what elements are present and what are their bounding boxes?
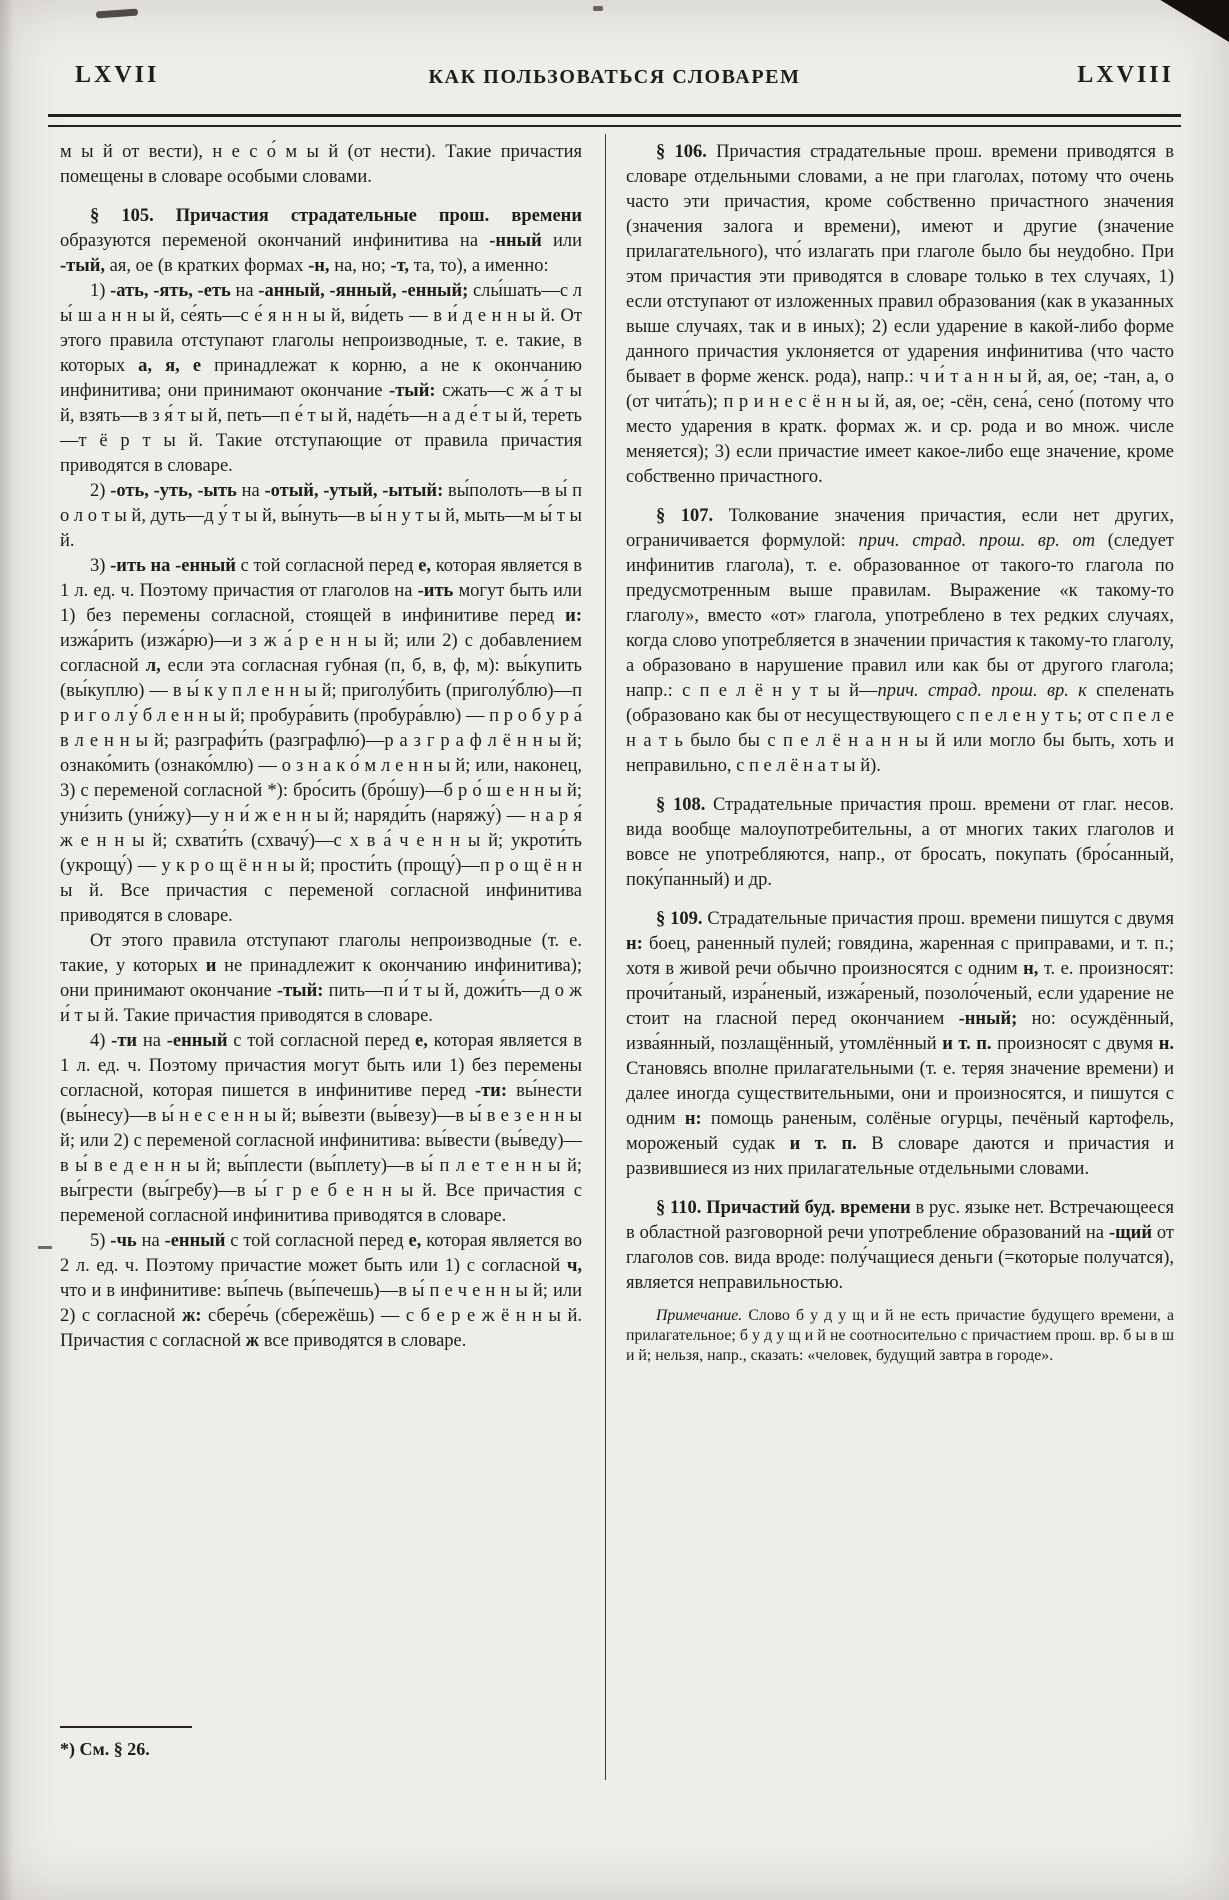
scan-artifact-dash: [38, 1246, 52, 1249]
footnote-text: [60, 1737, 582, 1762]
text-run: ая, ое (в кратких формах: [104, 256, 309, 276]
text-run: § 107.: [656, 506, 714, 526]
text-run: от глаголов сов. вида вроде: полу́чащиеся деньги (=которые получатся), является неправильностью.: [626, 1223, 1174, 1293]
text-run: 5): [90, 1231, 111, 1251]
page-title: КАК ПОЛЬЗОВАТЬСЯ СЛОВАРЕМ: [428, 66, 801, 88]
page-edge-shade: [0, 0, 14, 1900]
text-run: § 110. Причастий буд. времени: [656, 1198, 911, 1218]
paragraph: [60, 1229, 582, 1354]
page-header: [55, 62, 1174, 102]
text-run: в рус. языке нет. Встречающееся в областной разговорной речи употребление образований на: [626, 1198, 1174, 1243]
paragraph: [60, 479, 582, 554]
paragraph: [60, 929, 582, 1029]
text-run: вы́полоть—в ы́ п о л о т ы й, дуть—д у́ т ы й, вы́нуть—в ы́ н у т ы й, мыть—м ы́ т ы й.: [60, 481, 582, 551]
page-number-right: LXVIII: [1077, 62, 1174, 88]
text-run: изжа́рить (изжа́рю)—и з ж а́ р е н н ы й; или 2) с добавлением согласной: [60, 631, 582, 676]
text-run: н,: [1023, 959, 1039, 979]
paragraph: [626, 504, 1174, 779]
text-run: -нный: [489, 231, 542, 251]
text-run: н:: [626, 934, 643, 954]
scan-artifact-smudge: [96, 9, 138, 19]
text-run: -щий: [1108, 1223, 1153, 1243]
text-run: -енный: [164, 1231, 226, 1251]
text-run: прич. страд. прош. вр. к: [877, 681, 1087, 701]
text-run: которая является во 2 л. ед. ч. Поэтому причастие может быть или 1) с согласной: [60, 1231, 582, 1276]
text-run: не принадлежит к окончанию инфинитива); они принимают окончание: [60, 956, 582, 1001]
footnote-rule: [60, 1726, 192, 1728]
scan-artifact-speck: [593, 6, 603, 11]
text-run: а, я, е: [138, 356, 202, 376]
text-run: сбере́чь (сбережёшь) — с б е р е ж ё н н ы й. Причастия с согласной: [60, 1306, 582, 1351]
paragraph: [626, 907, 1174, 1182]
text-run: Страдательные причастия прош. времени пишутся с двумя: [702, 909, 1174, 929]
footnote: [60, 1726, 582, 1762]
text-run: -ать, -ять, -еть: [110, 281, 231, 301]
text-run: образуются переменой окончаний инфинитива на: [60, 231, 490, 251]
text-run: Причастия страдательные прош. времени приводятся в словаре отдельными словами, а не при глаголах, потому что очень часто эти причастия, кроме собственно причастного значения (значения залога и времени), имеют и другие (значение прилагательного), что́ излагать при глаголе было бы неудобно. При этом причастия эти приводятся в словаре только в тех случаях, 1) если отступают от изложенных правил образования (как в указанных выше случаях, так и в иных); 2) если ударение в какой-либо форме данного причастия уклоняется от ударения инфинитива (что часто бывает в форме женск. рода), напр.: ч и́ т а н н ы й, ая, ое; -тан, а, о (от чита́ть); п р и н е с ё н н ы й, ая, ое; -сён, сена́, сено́ (потому что место ударения в кратк. формах ж. и ср. рода и во множ. числе меняется); 3) если причастие имеет какое-либо еще значение, кроме собственно причастного.: [626, 142, 1174, 487]
text-run: л,: [145, 656, 161, 676]
text-run: и т. п.: [942, 1034, 992, 1054]
text-run: е,: [415, 1031, 428, 1051]
text-run: Толкование значения причастия, если нет других, ограничивается формулой:: [626, 506, 1174, 551]
text-run: вы́нести (вы́несу)—в ы́ н е с е н н ы й; вы́везти (вы́везу)—в ы́ в е з е н н ы й; или 2) с переменой согласной инфинитива: вы́вести (вы́веду)— в ы́ в е д е н н ы й; вы́плести (вы́плету)—в ы́ п л е т е н н ы й; вы́грести (вы́гребу)—в ы́ г р е б е н н ы й. Все причастия с переменой согласной инфинитива приводятся в словаре.: [60, 1081, 582, 1226]
text-run: которая является в 1 л. ед. ч. Поэтому причастия от глаголов на: [60, 556, 582, 601]
text-run: -н,: [308, 256, 330, 276]
text-run: т. е. произносят: прочи́таный, изра́неный, изжа́реный, позоло́ченый, если ударение не стоит на гласной перед окончанием: [626, 959, 1174, 1029]
text-run: спеленать (образовано как бы от несуществующего с п е л е н у т ь; от с п е л е н а т ь было бы с п е л ё н а н н ы й или могло бы быть, хоть и неправильно, с п е л ё н а т ы й).: [626, 681, 1175, 776]
text-run: е,: [408, 1231, 422, 1251]
text-run: или: [541, 231, 582, 251]
text-run: -тый,: [60, 256, 105, 276]
text-run: прич. страд. прош. вр. от: [858, 531, 1096, 551]
right-column: [626, 140, 1174, 1366]
paragraph: [626, 1306, 1174, 1366]
text-run: От этого правила отступают глаголы непроизводные (т. е. такие, у которых: [60, 931, 582, 976]
text-run: с той согласной перед: [235, 556, 419, 576]
text-run: ж: [245, 1331, 260, 1351]
text-run: § 109.: [656, 909, 703, 929]
text-run: 2): [90, 481, 111, 501]
text-run: с той согласной перед: [227, 1031, 416, 1051]
text-run: все приводятся в словаре.: [259, 1331, 467, 1351]
text-run: -оть, -уть, -ыть: [110, 481, 237, 501]
text-run: произносят с двумя: [991, 1034, 1159, 1054]
text-run: на: [137, 1031, 167, 1051]
text-run: с той согласной перед: [225, 1231, 409, 1251]
paragraph: [626, 793, 1174, 893]
text-run: Слово б у д у щ и й не есть причастие будущего времени, а прилагательное; б у д у щ и й не соотносительно с причастием прош. вр. б ы в ш и й; нельзя, напр., сказать: «человек, будущий завтра в городе».: [626, 1307, 1174, 1364]
text-run: -ти:: [474, 1081, 508, 1101]
paragraph: [60, 140, 582, 190]
text-run: на, но;: [329, 256, 391, 276]
text-run: -ти: [111, 1031, 138, 1051]
text-run: -тый:: [389, 381, 436, 401]
text-run: помощь раненым, солёные огурцы, печёный картофель, мороженый судак: [626, 1109, 1175, 1154]
header-rule: [48, 114, 1181, 127]
text-run: 4): [90, 1031, 112, 1051]
page-number-left: LXVII: [75, 62, 160, 88]
text-run: -анный, -янный, -енный;: [258, 281, 469, 301]
text-run: -чь: [110, 1231, 137, 1251]
text-columns: [60, 140, 1174, 1860]
text-run: -тый:: [276, 981, 324, 1001]
text-run: и т. п.: [789, 1134, 857, 1154]
text-run: н:: [684, 1109, 702, 1129]
paragraph: [626, 1196, 1174, 1296]
text-run: -т,: [390, 256, 409, 276]
paragraph: [60, 279, 582, 479]
text-run: Страдательные причастия прош. времени от глаг. несов. вида вообще малоупотребительны, а от многих таких глаголов и вовсе не употребляются, напр., от бросать, покупать (бро́санный, поку́панный) и др.: [626, 795, 1174, 890]
text-run: но: осуждённый, изва́янный, позлащённый, утомлённый: [626, 1009, 1174, 1054]
text-run: е,: [418, 556, 432, 576]
text-run: Примечание.: [656, 1307, 743, 1324]
text-run: что и в инфинитиве: вы́печь (вы́печешь)—в ы́ п е ч е н н ы й; или 2) с согласной: [60, 1281, 582, 1326]
text-run: на: [230, 281, 259, 301]
paragraph: [626, 140, 1174, 490]
text-run: (следует инфинитив глагола), т. е. образованное от такого-то глагола по предусмотренным выше правилам. Выражение «к такому-то глаголу», вместо «от» глагола, употреблено в тех редких случаях, когда слово употребляется в значении причастия к такому-то глаголу, а образовано в нарушение правил или как бы от другого глагола; напр.: с п е л ё н у т ы й—: [626, 531, 1174, 701]
text-run: ч,: [566, 1256, 582, 1276]
text-run: ж:: [181, 1306, 202, 1326]
text-run: пить—п и́ т ы й, дожи́ть—д о ж и́ т ы й. Такие причастия приводятся в словаре.: [60, 981, 582, 1026]
text-run: § 108.: [656, 795, 706, 815]
text-run: та, то), а именно:: [408, 256, 549, 276]
text-run: м ы й от вести), н е с о́ м ы й (от нести). Такие причастия помещены в словаре особыми словами.: [60, 142, 582, 187]
text-run: которая является в 1 л. ед. ч. Поэтому причастия могут быть или 1) без перемены согласной, которая пишется в инфинитиве перед: [60, 1031, 582, 1101]
text-run: -нный;: [958, 1009, 1018, 1029]
text-run: § 105. Причастия страдательные прош. времени: [90, 206, 582, 226]
text-run: *) См. § 26.: [60, 1739, 150, 1759]
text-run: боец, раненный пулей; говядина, жаренная с приправами, и т. п.; хотя в живой речи обычно произносятся с одним: [626, 934, 1174, 979]
text-run: 1): [90, 281, 111, 301]
text-run: -ить на -енный: [110, 556, 236, 576]
scan-artifact-corner: [1151, 0, 1229, 42]
text-run: на: [236, 481, 265, 501]
text-run: принадлежат к корню, а не к окончанию инфинитива; они принимают окончание: [60, 356, 582, 401]
text-run: н.: [1158, 1034, 1175, 1054]
text-run: если эта согласная губная (п, б, в, ф, м): вы́купить (вы́куплю) — в ы́ к у п л е н н ы й; приголу́бить (приголу́блю)—п р и г о л у́ б л е н н ы й; пробура́вить (пробура́влю) — п р о б у р а́ в л е н н ы й; разграфи́ть (разграфлю́)—р а з г р а ф л ё н н ы й; ознако́мить (ознако́млю) — о з н а к о́ м л е н н ы й; или, наконец, 3) с переменой согласной *): бро́сить (бро́шу)—б р о́ ш е н н ы й; уни́зить (уни́жу)—у н и́ ж е н н ы й; наряди́ть (наряжу́) — н а р я́ ж е н н ы й; схвати́ть (схвачу́)—с х в а́ ч е н н ы й; укроти́ть (укрощу́) — у к р о щ ё н н ы й; прости́ть (прощу́)—п р о щ ё н н ы й. Все причастия с переменой согласной инфинитива приводятся в словаре.: [60, 656, 582, 926]
text-run: могут быть или 1) без перемены согласной, стоящей в инфинитиве перед: [60, 581, 582, 626]
text-run: В словаре даются и причастия и развившиеся из них прилагательные отдельными словами.: [626, 1134, 1174, 1179]
text-run: слы́шать—с л ы́ ш а н н ы й, се́ять—с е́ я н н ы й, ви́деть — в и́ д е н н ы й. От этого правила отступают глаголы непроизводные, т. е. такие, в которых: [60, 281, 582, 376]
text-run: -отый, -утый, -ытый:: [264, 481, 444, 501]
column-divider: [605, 134, 606, 1780]
text-run: 3): [90, 556, 111, 576]
text-run: § 106.: [656, 142, 707, 162]
paragraph: [60, 1029, 582, 1229]
text-run: -ить: [417, 581, 454, 601]
text-run: и: [205, 956, 217, 976]
paragraph: [60, 204, 582, 279]
text-run: и:: [565, 606, 582, 626]
text-run: сжать—с ж а́ т ы й, взять—в з я́ т ы й, петь—п е́ т ы й, наде́ть—н а д е́ т ы й, тереть—т ё р т ы й. Такие отступающие от правила причастия приводятся в словаре.: [60, 381, 582, 476]
left-column: [60, 140, 582, 1768]
text-run: на: [136, 1231, 165, 1251]
text-run: -енный: [166, 1031, 228, 1051]
paragraph: [60, 554, 582, 929]
text-run: Становясь вполне прилагательными (т. е. теряя значение времени) и далее иногда существительными, они и произносятся, и пишутся с одним: [626, 1059, 1174, 1129]
left-column-text: [60, 140, 582, 1354]
